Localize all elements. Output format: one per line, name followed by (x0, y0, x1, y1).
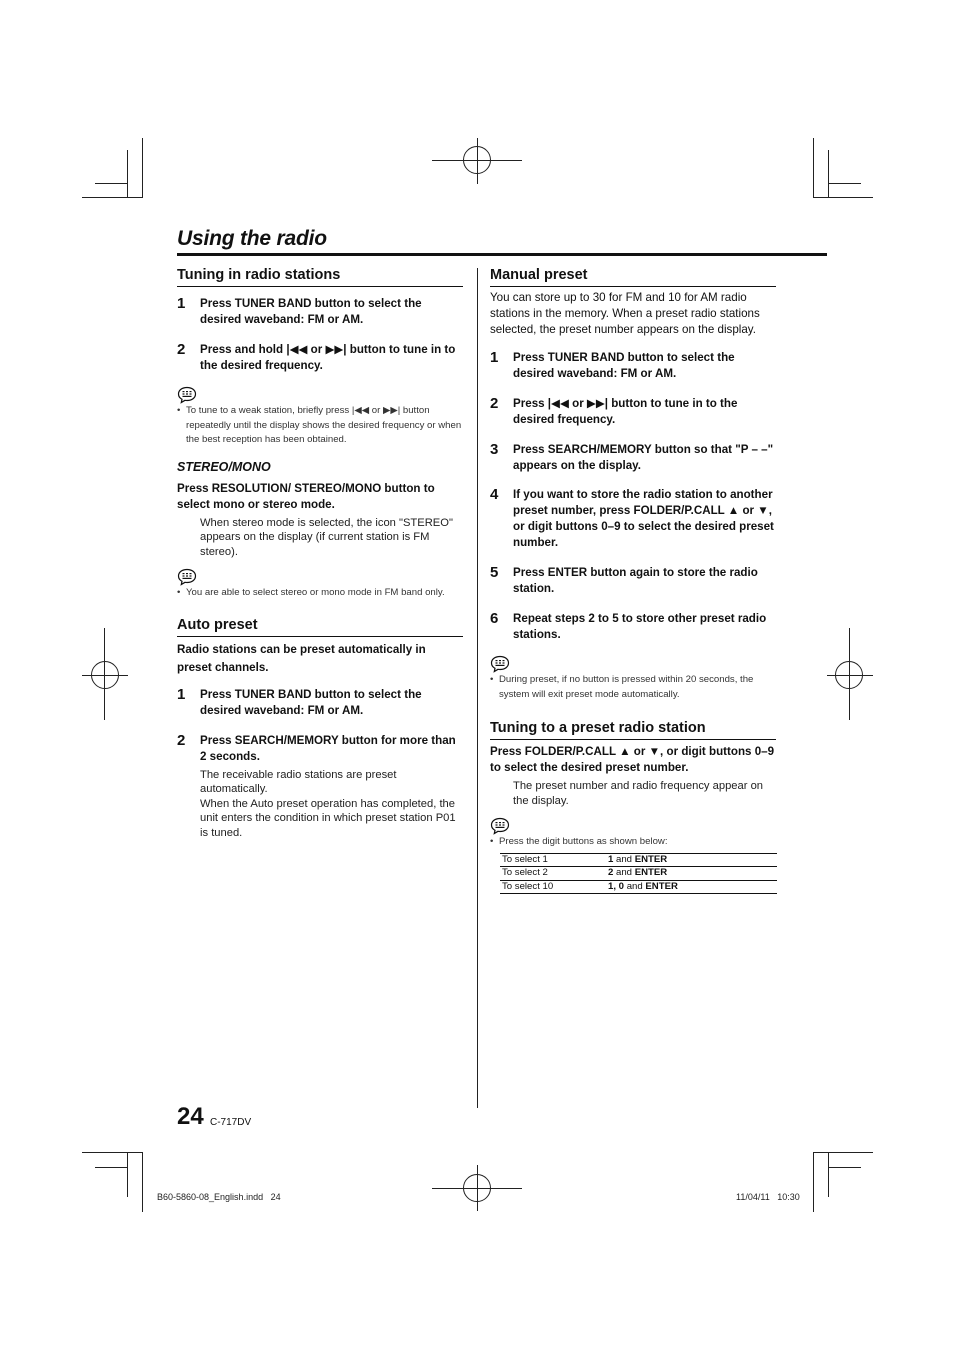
auto-preset-description-2: When the Auto preset operation has completed, the unit enters the condition in which preset station P01 is tuned. (200, 797, 456, 839)
step-number: 1 (177, 685, 186, 703)
tuning-heading: Tuning in radio stations (177, 267, 463, 287)
table-cell-keys: 1 and ENTER (606, 853, 777, 867)
page-number: 24 (177, 1103, 204, 1130)
digit-button-table (500, 853, 777, 895)
step-text: Press SEARCH/MEMORY button so that "P – –" appears on the display. (513, 443, 774, 472)
preset-tuning-heading: Tuning to a preset radio station (490, 720, 776, 740)
step-text: If you want to store the radio station to another preset number, press FOLDER/P.CALL ▲ or ▼, or digit buttons 0–9 to select the desired preset number. (513, 488, 774, 549)
auto-preset-heading: Auto preset (177, 617, 463, 637)
table-cell-keys: 1, 0 and ENTER (606, 880, 777, 894)
note-text: During preset, if no button is pressed within 20 seconds, the system will exit preset mode automatically. (499, 674, 754, 700)
auto-preset-intro: Radio stations can be preset automatically in preset channels. (177, 642, 426, 674)
model-name: C-717DV (210, 1117, 252, 1128)
stereo-description: When stereo mode is selected, the icon "STEREO" appears on the display (if current station is FM stereo). (200, 516, 453, 558)
manual-preset-step-4 (490, 487, 776, 551)
table-row (500, 853, 777, 867)
table-cell-keys: 2 and ENTER (606, 867, 777, 881)
table-row (500, 880, 777, 894)
step-text: Press SEARCH/MEMORY button for more than 2 seconds. (200, 733, 456, 763)
step-number: 5 (490, 564, 499, 581)
column-divider (477, 268, 478, 1108)
footer-date-slug: 11/04/11 10:30 (736, 1192, 800, 1202)
tuning-note: • To tune to a weak station, briefly press |◀◀ or ▶▶| button repeatedly until the display shows the desired frequency or when the best reception has been obtained. (177, 404, 463, 448)
table-cell-label: To select 10 (500, 880, 606, 894)
note-text: You are able to select stereo or mono mode in FM band only. (186, 587, 445, 598)
manual-preset-step-2 (490, 396, 776, 428)
auto-preset-step-2 (177, 733, 463, 765)
manual-preset-step-3 (490, 442, 776, 474)
right-column (490, 267, 776, 894)
title-rule (177, 253, 827, 256)
step-text: Press TUNER BAND button to select the desired waveband: FM or AM. (200, 687, 422, 717)
manual-preset-section (490, 267, 776, 702)
step-number: 3 (490, 441, 499, 458)
manual-preset-intro: You can store up to 30 for FM and 10 for AM radio stations in the memory. When a preset radio stations selected, the preset number appears on the display. (490, 291, 760, 336)
manual-preset-heading: Manual preset (490, 267, 776, 287)
stereo-instruction: Press RESOLUTION/ STEREO/MONO button to select mono or stereo mode. (177, 481, 435, 511)
step-number: 2 (177, 731, 186, 749)
step-number: 2 (177, 341, 186, 358)
preset-tuning-instruction: Press FOLDER/P.CALL ▲ or ▼, or digit buttons 0–9 to select the desired preset number. (490, 745, 775, 774)
auto-preset-step-1 (177, 687, 463, 719)
tuning-step-1 (177, 296, 463, 328)
step-text: Press TUNER BAND button to select the desired waveband: FM or AM. (513, 351, 735, 380)
footer-file-slug: B60-5860-08_English.indd 24 (157, 1192, 281, 1202)
table-row (500, 867, 777, 881)
step-text: Press TUNER BAND button to select the desired waveband: FM or AM. (200, 297, 422, 326)
tuning-step-2 (177, 342, 463, 374)
table-cell-label: To select 2 (500, 867, 606, 881)
stereo-note: • You are able to select stereo or mono mode in FM band only. (177, 586, 463, 601)
left-column (177, 267, 463, 840)
tuning-section (177, 267, 463, 448)
step-number: 1 (490, 349, 499, 366)
step-number: 4 (490, 486, 499, 503)
preset-tuning-note: • Press the digit buttons as shown below: (490, 835, 776, 850)
table-cell-label: To select 1 (500, 853, 606, 867)
preset-tuning-description: The preset number and radio frequency appear on the display. (513, 780, 764, 807)
note-icon (490, 817, 510, 835)
auto-preset-section (177, 617, 463, 841)
stereo-section (177, 459, 463, 601)
step-text: Press |◀◀ or ▶▶| button to tune in to the desired frequency. (513, 397, 738, 426)
manual-preset-step-6 (490, 611, 776, 643)
step-number: 2 (490, 395, 499, 412)
note-text: Press the digit buttons as shown below: (499, 836, 668, 847)
stereo-heading: STEREO/MONO (177, 459, 271, 474)
note-icon (177, 568, 197, 586)
note-icon (490, 655, 510, 673)
page-title: Using the radio (177, 227, 327, 250)
auto-preset-description-1: The receivable radio stations are preset automatically. (200, 768, 397, 795)
preset-tuning-section (490, 720, 776, 894)
step-text: Press ENTER button again to store the radio station. (513, 566, 758, 595)
step-number: 1 (177, 295, 186, 312)
manual-preset-note: • During preset, if no button is pressed within 20 seconds, the system will exit preset mode automatically. (490, 673, 776, 702)
manual-preset-step-1 (490, 350, 776, 382)
step-text: Repeat steps 2 to 5 to store other preset radio stations. (513, 612, 767, 641)
note-text: To tune to a weak station, briefly press |◀◀ or ▶▶| button repeatedly until the display shows the desired frequency or when the best reception has been obtained. (186, 405, 462, 445)
step-text: Press and hold |◀◀ or ▶▶| button to tune in to the desired frequency. (200, 343, 456, 372)
step-number: 6 (490, 610, 499, 627)
manual-preset-step-5 (490, 565, 776, 597)
note-icon (177, 386, 197, 404)
